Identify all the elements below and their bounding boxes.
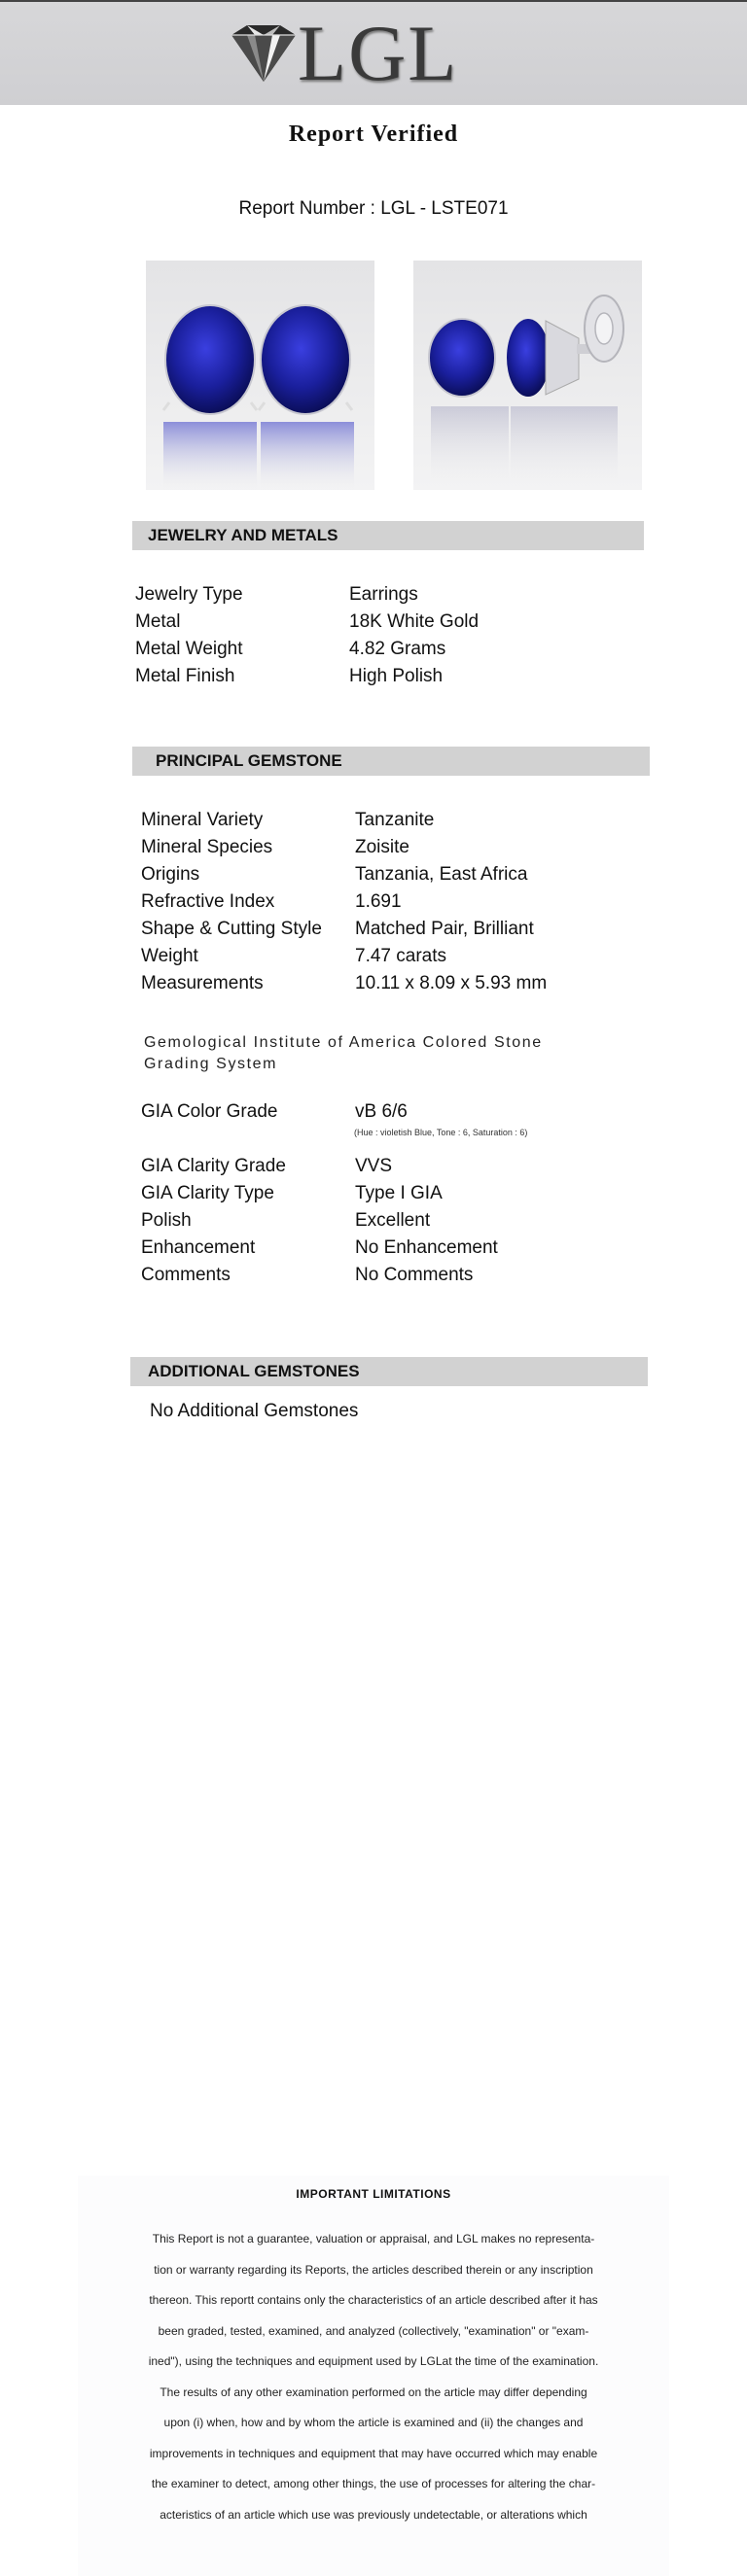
detail-row [141,1153,498,1180]
earrings-front-photo [146,261,374,490]
detail-label: Comments [141,1265,231,1285]
limitations-line: improvements in techniques and equipment that may have occurred which may enable [149,2446,598,2460]
detail-row [141,970,547,997]
limitations-text [105,2224,642,2530]
jewelry-metals-heading: JEWELRY AND METALS [132,521,644,550]
detail-label: Measurements [141,973,264,993]
gia-grade-details [141,1153,498,1289]
detail-label: Mineral Variety [141,810,264,830]
principal-gemstone-heading: PRINCIPAL GEMSTONE [132,747,650,776]
logo-text: LGL [298,9,459,97]
detail-row [141,916,547,943]
detail-label: Metal Finish [135,666,235,686]
detail-row [141,1207,498,1235]
detail-label: GIA Clarity Type [141,1183,274,1203]
detail-value: High Polish [349,666,444,686]
detail-value: VVS [355,1156,393,1176]
detail-value: Earrings [349,584,418,605]
detail-value: Type I GIA [355,1183,443,1203]
detail-value: Tanzanite [355,810,435,830]
limitations-line: tion or warranty regarding its Reports, the articles described therein or any inscription [154,2262,593,2277]
limitations-line: This Report is not a guarantee, valuation or appraisal, and LGL makes no representa- [152,2232,595,2245]
detail-value: Matched Pair, Brilliant [355,919,534,939]
detail-value: Excellent [355,1210,431,1231]
limitations-heading: IMPORTANT LIMITATIONS [296,2187,451,2201]
gia-grading-system-title: Gemological Institute of America Colored Stone Grading System [144,1034,543,1072]
detail-row [141,943,547,970]
detail-label: Metal [135,611,181,632]
detail-row [141,861,547,888]
detail-label: GIA Clarity Grade [141,1156,286,1176]
detail-row [135,663,479,690]
report-number: Report Number : LGL - LSTE071 [238,198,509,219]
detail-label: GIA Color Grade [141,1101,278,1122]
detail-value: No Comments [355,1265,474,1285]
limitations-line: ined"), using the techniques and equipment used by LGLat the time of the examination. [148,2354,599,2368]
detail-row [141,1235,498,1262]
limitations-line: acteristics of an article which use was previously undetectable, or alterations which [160,2507,587,2522]
detail-value: 4.82 Grams [349,639,446,659]
detail-row [135,636,479,663]
detail-value: 7.47 carats [355,946,446,966]
detail-label: Jewelry Type [135,584,243,605]
header-banner [0,0,747,105]
detail-row [141,807,547,834]
diamond-logo-icon [226,21,302,86]
detail-value: 18K White Gold [349,611,480,632]
detail-value: 1.691 [355,891,402,912]
limitations-line: thereon. This reportt contains only the characteristics of an article described after it has [149,2293,598,2307]
detail-row [141,1262,498,1289]
tanzanite-earrings-front-icon [146,261,374,490]
limitations-line: upon (i) when, how and by whom the article is examined and (ii) the changes and [163,2416,584,2429]
tanzanite-earrings-side-icon [413,261,642,490]
detail-label: Polish [141,1210,192,1231]
detail-row [141,834,547,861]
additional-gemstones [150,1398,358,1425]
color-grade-note: (Hue : violetish Blue, Tone : 6, Saturation : 6) [354,1128,528,1137]
detail-row [141,888,547,916]
detail-label: Enhancement [141,1237,256,1258]
detail-row [135,581,479,609]
detail-value: vB 6/6 [355,1101,408,1122]
detail-value: Tanzania, East Africa [355,864,528,885]
detail-label: Mineral Species [141,837,273,857]
detail-value: 10.11 x 8.09 x 5.93 mm [355,973,548,993]
detail-label: Refractive Index [141,891,275,912]
principal-details [141,807,547,997]
detail-row [141,1098,408,1126]
detail-label: Origins [141,864,200,885]
detail-value: No Enhancement [355,1237,498,1258]
detail-value: Zoisite [355,837,409,857]
gia-color-grade [141,1098,408,1126]
earrings-side-photo [413,261,642,490]
detail-label: Shape & Cutting Style [141,919,322,939]
detail-label: Weight [141,946,198,966]
lgl-logo [226,9,459,97]
page-title: Report Verified [288,122,459,147]
detail-row [141,1180,498,1207]
detail-label: Metal Weight [135,639,243,659]
jewelry-details [135,581,479,690]
limitations-line: been graded, tested, examined, and analyzed (collectively, "examination" or "exam- [158,2323,589,2338]
additional-gemstones-text: No Additional Gemstones [150,1401,359,1421]
additional-gemstones-heading: ADDITIONAL GEMSTONES [130,1357,648,1386]
detail-row [135,609,479,636]
limitations-line: The results of any other examination performed on the article may differ depending [160,2385,587,2399]
limitations-line: the examiner to detect, among other things, the use of processes for altering the char- [151,2477,596,2490]
